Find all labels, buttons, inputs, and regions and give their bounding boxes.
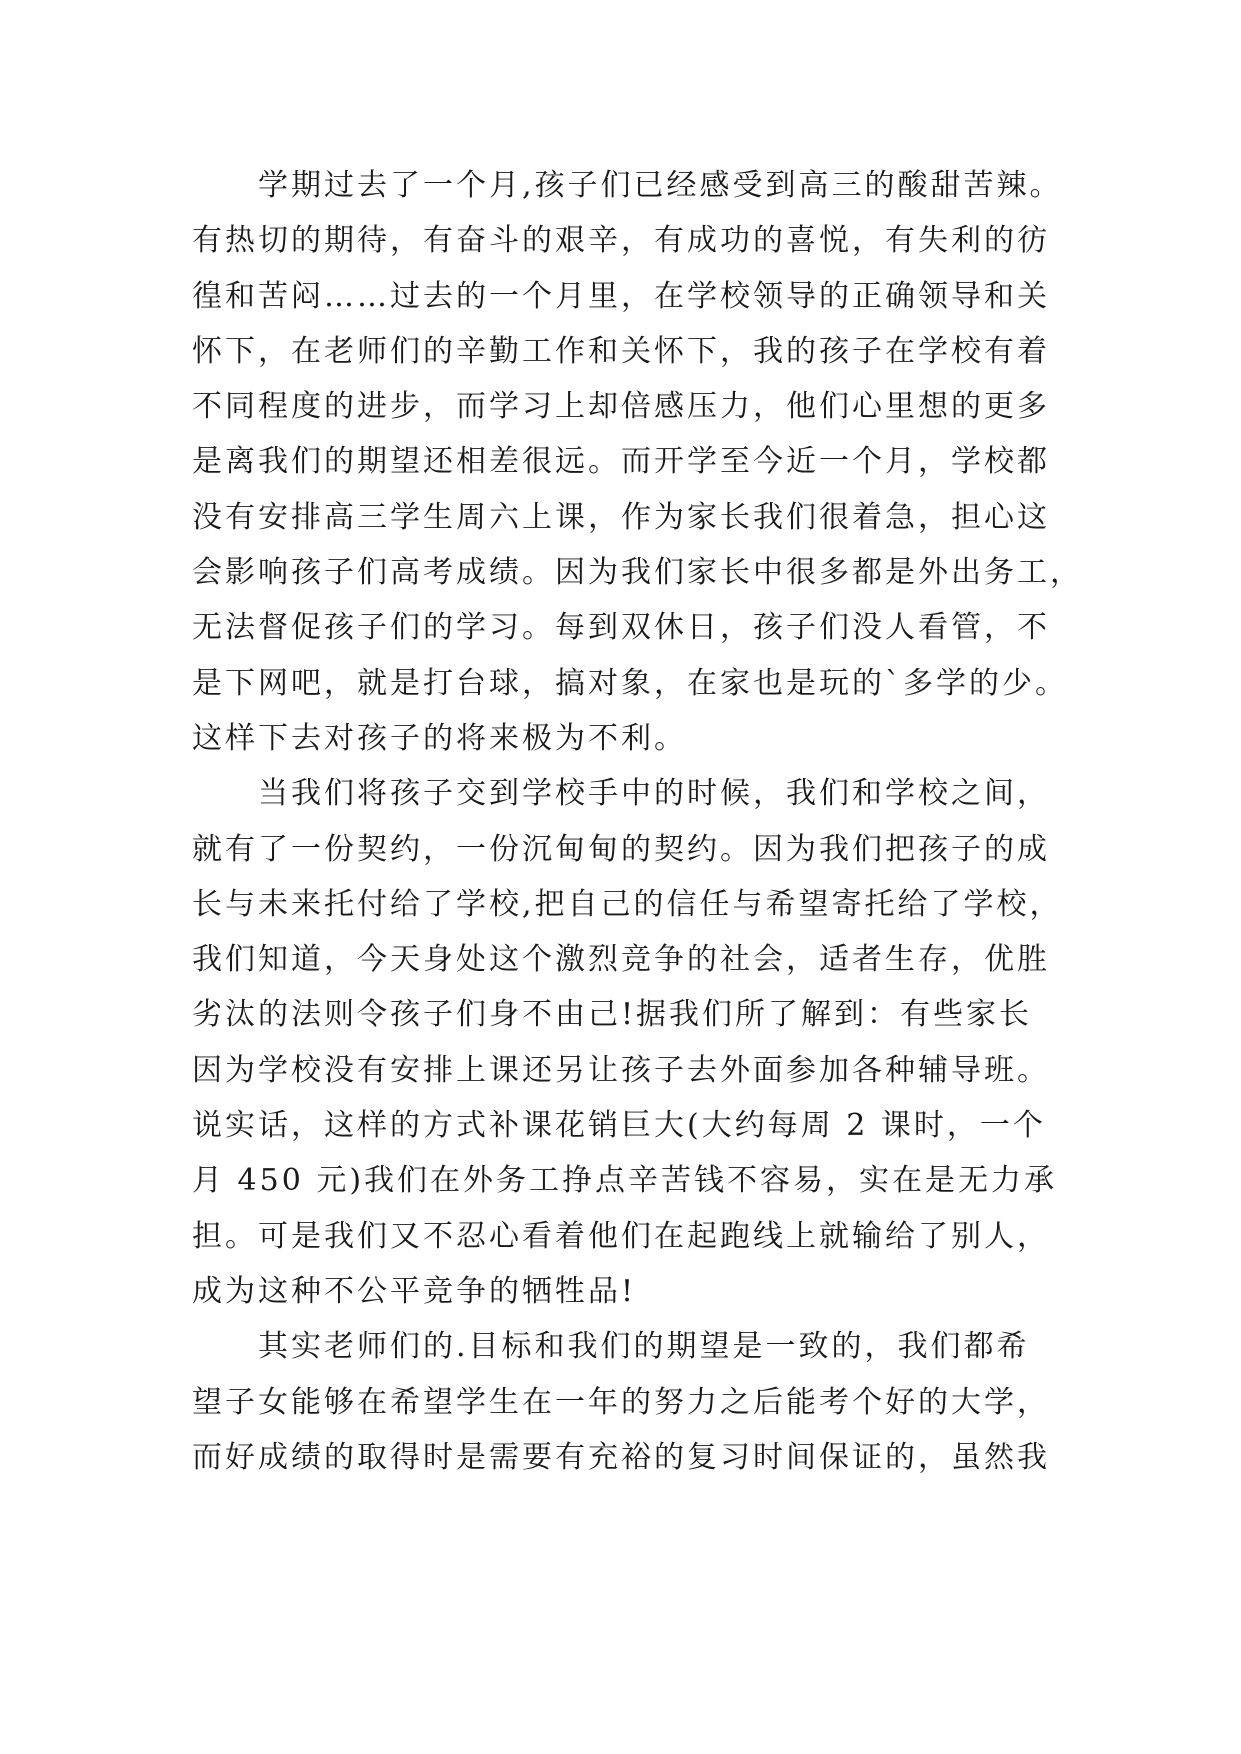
text-line: 望子女能够在希望学生在一年的努力之后能考个好的大学， <box>192 1384 1050 1420</box>
text-line: 是下网吧，就是打台球，搞对象，在家也是玩的`多学的少。 <box>192 665 1068 701</box>
text-line: 因为学校没有安排上课还另让孩子去外面参加各种辅导班。 <box>192 1052 1050 1088</box>
document-body <box>192 158 1083 1485</box>
text-line: 是离我们的期望还相差很远。而开学至今近一个月，学校都 <box>192 444 1050 480</box>
paragraph-2 <box>192 766 1072 1319</box>
text-line: 怀下，在老师们的辛勤工作和关怀下，我的孩子在学校有着 <box>192 333 1050 369</box>
text-line: 没有安排高三学生周六上课，作为家长我们很着急，担心这 <box>192 499 1050 535</box>
text-line: 劣汰的法则令孩子们身不由己!据我们所了解到：有些家长 <box>192 997 1033 1033</box>
text-line: 说实话，这样的方式补课花销巨大(大约每周 2 课时，一个 <box>192 1108 1046 1144</box>
text-line: 这样下去对孩子的将来极为不利。 <box>192 720 687 756</box>
paragraph-3 <box>192 1319 1072 1485</box>
text-line: 我们知道，今天身处这个激烈竞争的社会，适者生存，优胜 <box>192 942 1050 978</box>
text-line: 徨和苦闷……过去的一个月里，在学校领导的正确领导和关 <box>192 278 1050 314</box>
text-line: 有热切的期待，有奋斗的艰辛，有成功的喜悦，有失利的彷 <box>192 223 1050 259</box>
text-line: 成为这种不公平竞争的牺牲品! <box>192 1273 637 1309</box>
text-line: 月 450 元)我们在外务工挣点辛苦钱不容易，实在是无力承 <box>192 1163 1058 1199</box>
text-line: 无法督促孩子们的学习。每到双休日，孩子们没人看管，不 <box>192 610 1050 646</box>
text-line: 当我们将孩子交到学校手中的时候，我们和学校之间， <box>258 776 1050 812</box>
text-line: 会影响孩子们高考成绩。因为我们家长中很多都是外出务工， <box>192 555 1083 591</box>
text-line: 而好成绩的取得时是需要有充裕的复习时间保证的，虽然我 <box>192 1439 1050 1475</box>
text-line: 其实老师们的.目标和我们的期望是一致的，我们都希 <box>258 1329 1030 1365</box>
text-line: 就有了一份契约，一份沉甸甸的契约。因为我们把孩子的成 <box>192 831 1050 867</box>
text-line: 长与未来托付给了学校,把自己的信任与希望寄托给了学校， <box>192 886 1063 922</box>
paragraph-1 <box>192 158 1083 766</box>
text-line: 不同程度的进步，而学习上却倍感压力，他们心里想的更多 <box>192 389 1050 425</box>
text-line: 学期过去了一个月,孩子们已经感受到高三的酸甜苦辣。 <box>258 168 1063 203</box>
text-line: 担。可是我们又不忍心看着他们在起跑线上就输给了别人， <box>192 1218 1050 1254</box>
